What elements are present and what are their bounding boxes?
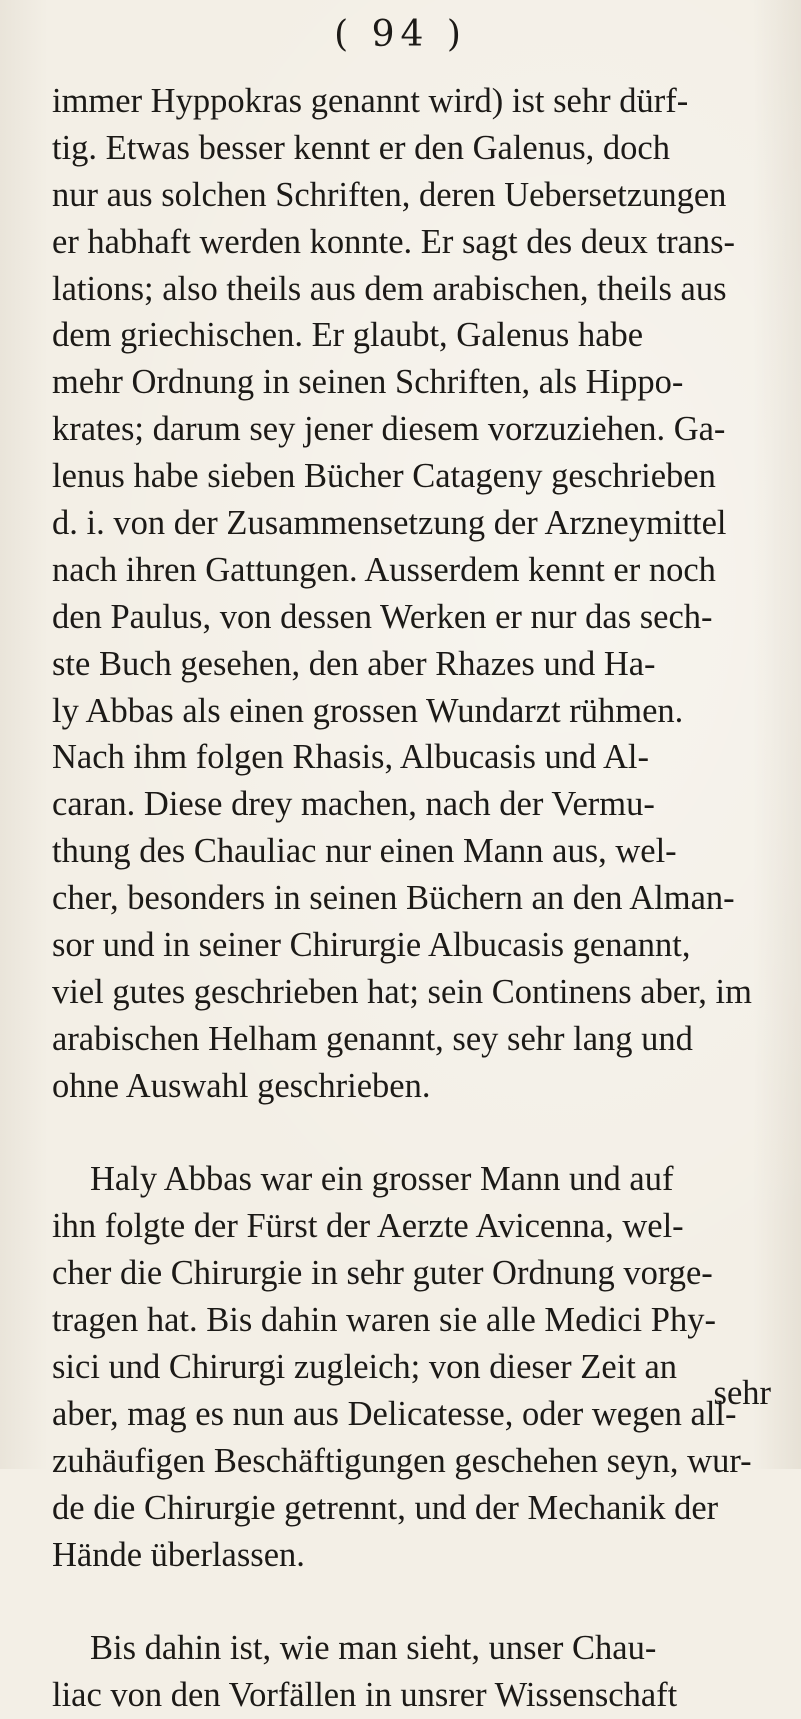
text-line: Haly Abbas war ein grosser Mann und auf xyxy=(90,1160,674,1199)
text-line: krates; darum sey jener diesem vorzuziehen. Ga- xyxy=(52,410,726,449)
text-line: de die Chirurgie getrennt, und der Mechanik der xyxy=(52,1488,719,1527)
text-line: Nach ihm folgen Rhasis, Albucasis und Al- xyxy=(52,738,649,777)
text-line: zuhäufigen Beschäftigungen geschehen seyn, wur- xyxy=(52,1441,752,1480)
text-line: lations; also theils aus dem arabischen, theils aus xyxy=(52,269,727,308)
text-line: dem griechischen. Er glaubt, Galenus habe xyxy=(52,316,644,355)
text-line: arabischen Helham genannt, sey sehr lang und xyxy=(52,1019,693,1058)
text-line: sor und in seiner Chirurgie Albucasis genannt, xyxy=(52,926,691,965)
text-line: aber, mag es nun aus Delicatesse, oder wegen all- xyxy=(52,1394,737,1433)
text-line: cher die Chirurgie in sehr guter Ordnung vorge- xyxy=(52,1254,713,1293)
text-line: tig. Etwas besser kennt er den Galenus, doch xyxy=(52,128,670,167)
text-line: lenus habe sieben Bücher Catageny geschrieben xyxy=(52,457,716,496)
text-line: liac von den Vorfällen in unsrer Wissenschaft xyxy=(52,1676,678,1715)
page-number: ( 94 ) xyxy=(334,14,467,55)
text-line: nach ihren Gattungen. Ausserdem kennt er noch xyxy=(52,550,716,589)
text-line: sici und Chirurgi zugleich; von dieser Zeit an xyxy=(52,1348,678,1387)
catchword: sehr xyxy=(713,1374,771,1412)
paragraph-gap xyxy=(52,1110,787,1157)
text-line: caran. Diese drey machen, nach der Vermu- xyxy=(52,785,655,824)
text-line: nur aus solchen Schriften, deren Uebersetzungen xyxy=(52,175,727,214)
text-line: ohne Auswahl geschrieben. xyxy=(52,1066,431,1105)
body-text xyxy=(52,78,787,1719)
text-line: mehr Ordnung in seinen Schriften, als Hippo- xyxy=(52,363,684,402)
text-line: cher, besonders in seinen Büchern an den Alman- xyxy=(52,879,735,918)
text-line: er habhaft werden konnte. Er sagt des deux trans- xyxy=(52,222,736,261)
text-line: thung des Chauliac nur einen Mann aus, wel- xyxy=(52,832,677,871)
text-line: ste Buch gesehen, den aber Rhazes und Ha- xyxy=(52,644,656,683)
text-line: Bis dahin ist, wie man sieht, unser Chau- xyxy=(90,1629,657,1668)
text-line: d. i. von der Zusammensetzung der Arzneymittel xyxy=(52,504,727,543)
text-line: immer Hyppokras genannt wird) ist sehr dürf- xyxy=(52,82,689,120)
paragraph-gap xyxy=(52,1579,787,1626)
text-line: Hände überlassen. xyxy=(52,1535,305,1574)
text-line: den Paulus, von dessen Werken er nur das sech- xyxy=(52,597,713,636)
text-line: ly Abbas als einen grossen Wundarzt rühmen. xyxy=(52,691,684,730)
text-line: ihn folgte der Fürst der Aerzte Avicenna, wel- xyxy=(52,1207,684,1246)
text-line: tragen hat. Bis dahin waren sie alle Medici Phy- xyxy=(52,1301,716,1340)
text-line: viel gutes geschrieben hat; sein Continens aber, im xyxy=(52,972,752,1011)
